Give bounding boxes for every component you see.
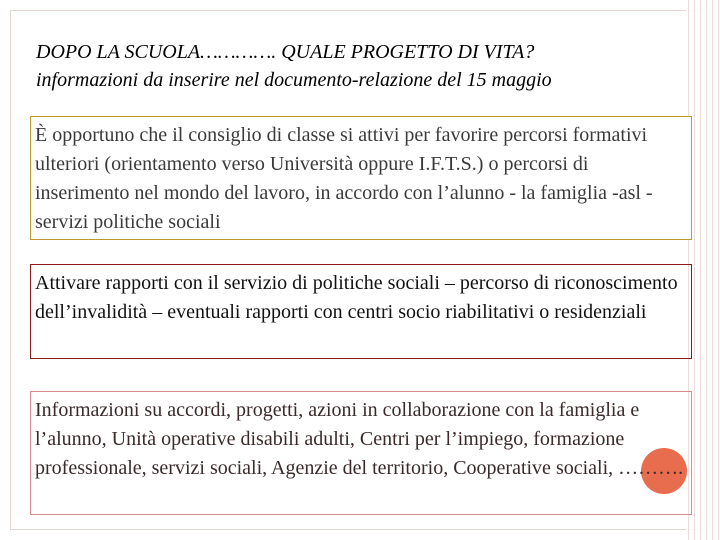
box3-text: Informazioni su accordi, progetti, azioni in collaborazione con la famiglia e l’alunno, Unità operative disabili adulti, Centri per l’impiego, formazione professionale, servizi sociali, Agenzie del territorio, Cooperative sociali, ……….: [35, 399, 684, 479]
title-line-1: DOPO LA SCUOLA…………. QUALE PROGETTO DI VITA?: [36, 41, 535, 63]
text-box-collaboration: [30, 391, 692, 515]
box2-text: Attivare rapporti con il servizio di politiche sociali – percorso di riconoscimento dell’invalidità – eventuali rapporti con centri socio riabilitativi o residenziali: [35, 272, 678, 323]
title-line-2: informazioni da inserire nel documento-relazione del 15 maggio: [36, 69, 552, 91]
text-box-social-services: [30, 264, 692, 359]
slide-title: [36, 38, 686, 94]
box1-text: È opportuno che il consiglio di classe si attivi per favorire percorsi formativi ulteriori (orientamento verso Università oppure I.F.T.S.) o percorsi di inserimento nel mondo del lavoro, in accordo con l’alunno - la famiglia -asl - servizi politiche sociali: [35, 124, 653, 233]
text-box-orientation: [30, 116, 692, 240]
